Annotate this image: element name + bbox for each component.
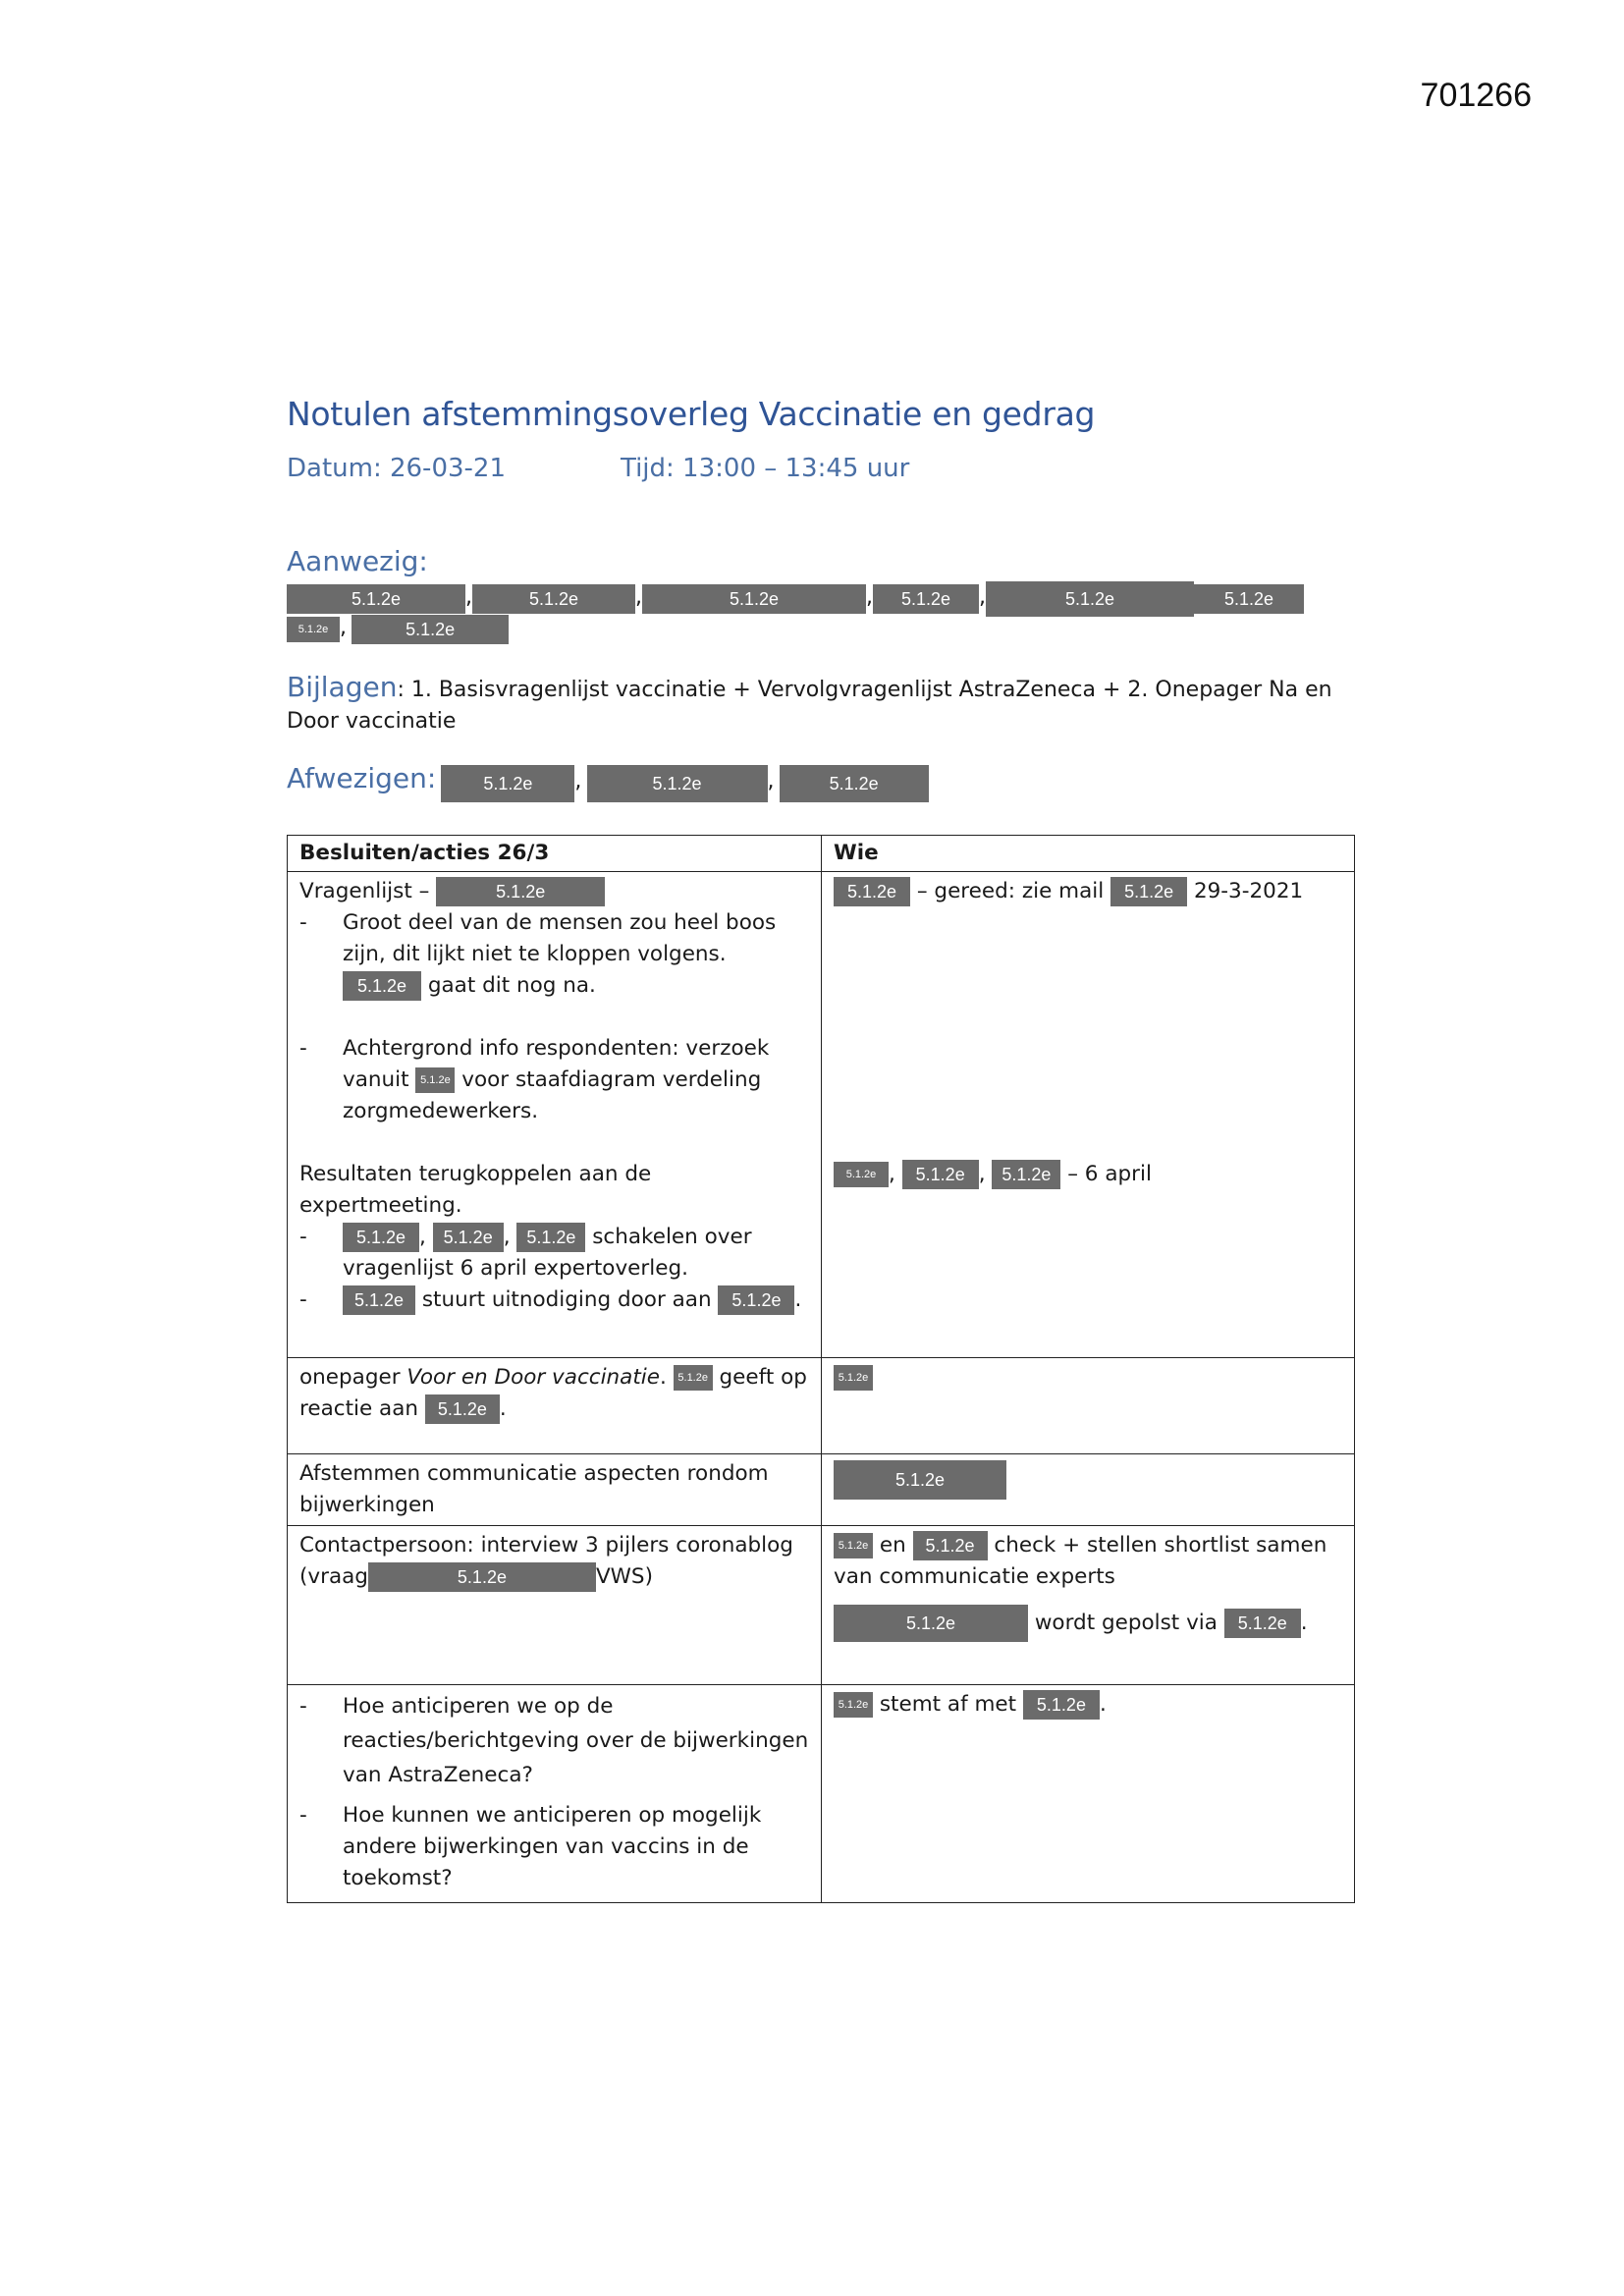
redaction: 5.1.2e [1224,1609,1301,1638]
redaction: 5.1.2e [834,877,910,906]
table-row [288,1685,1355,1903]
redaction: 5.1.2e [415,1067,455,1093]
redaction: 5.1.2e [873,584,979,614]
redaction: 5.1.2e [343,971,421,1001]
meeting-date: Datum: 26-03-21 [287,454,506,483]
redaction: 5.1.2e [433,1223,504,1252]
cell-who [822,1454,1355,1526]
present-label: Aanwezig: [287,545,428,577]
redaction: 5.1.2e [287,584,465,614]
cell-who [822,1358,1355,1454]
redaction: 5.1.2e [441,765,574,802]
attachments-label: Bijlagen [287,671,398,703]
page-title: Notulen afstemmingsoverleg Vaccinatie en gedrag [287,395,1096,433]
cell-decision: Afstemmen communicatie aspecten rondom bijwerkingen [288,1454,822,1526]
redaction: 5.1.2e [718,1285,794,1315]
redaction: 5.1.2e [343,1223,419,1252]
redaction: 5.1.2e [986,581,1194,617]
absent-list: Afwezigen: 5.1.2e , 5.1.2e , 5.1.2e [287,762,929,802]
cell-decision: onepager Voor en Door vaccinatie. 5.1.2e geeft op reactie aan 5.1.2e . [288,1358,822,1454]
col-header-decisions: Besluiten/acties 26/3 [288,836,822,872]
redaction: 5.1.2e [472,584,635,614]
col-header-who: Wie [822,836,1355,872]
redaction: 5.1.2e [1023,1690,1100,1720]
cell-decision: - Hoe anticiperen we op de reacties/berichtgeving over de bijwerkingen van AstraZeneca? - Hoe kunnen we anticiperen op mogelijk andere bijwerkingen van vaccins in de toekomst? [288,1685,822,1903]
redaction: 5.1.2e [834,1162,889,1187]
redaction: 5.1.2e [834,1365,873,1391]
table-row [288,872,1355,1358]
redaction: 5.1.2e [780,765,929,802]
present-list: 5.1.2e , 5.1.2e , 5.1.2e , 5.1.2e , 5.1.2e 5.1.2e [287,581,1367,617]
redaction: 5.1.2e [674,1365,713,1391]
decisions-table [287,835,1355,1903]
redaction: 5.1.2e [1110,877,1187,906]
redaction: 5.1.2e [587,765,768,802]
redaction: 5.1.2e [992,1160,1060,1189]
absent-label: Afwezigen [287,762,427,794]
redaction: 5.1.2e [436,877,605,906]
redaction: 5.1.2e [834,1692,873,1718]
redaction: 5.1.2e [642,584,866,614]
table-row [288,1526,1355,1685]
redaction: 5.1.2e [834,1460,1006,1500]
table-header-row [288,836,1355,872]
cell-who: 5.1.2e en 5.1.2e check + stellen shortlist samen van communicatie experts 5.1.2e wordt gepolst via 5.1.2e . [822,1526,1355,1685]
present-list-cont: 5.1.2e , 5.1.2e [287,615,509,644]
cell-decision: Vragenlijst – 5.1.2e - Groot deel van de mensen zou heel boos zijn, dit lijkt niet te kloppen volgens. 5.1.2e gaat dit nog na. - Achtergrond info respondenten: verzoek vanuit 5.1.2e voor staafdiagram verdeling zorgmedewerkers. Resultaten terugkoppelen aan de expertmeeting. - 5.1.2e , 5.1.2e , 5.1.2e schakelen over vragenlijst 6 april expertoverleg. - 5.1.2e stuurt uitnodiging door aan 5.1.2e . [288,872,822,1358]
attachments-text: : 1. Basisvragenlijst vaccinatie + Vervolgvragenlijst AstraZeneca + 2. Onepager Na en Door vaccinatie [287,678,1332,734]
redaction: 5.1.2e [834,1533,873,1558]
meeting-time: Tijd: 13:00 – 13:45 uur [621,454,910,483]
document-number: 701266 [1420,77,1532,114]
redaction: 5.1.2e [913,1531,988,1560]
table-row [288,1454,1355,1526]
redaction: 5.1.2e [902,1160,979,1189]
redaction: 5.1.2e [1194,584,1304,614]
redaction: 5.1.2e [352,615,509,644]
table-row [288,1358,1355,1454]
redaction: 5.1.2e [368,1562,596,1592]
redaction: 5.1.2e [425,1394,500,1424]
redaction: 5.1.2e [516,1223,585,1252]
attachments [287,672,1347,738]
redaction: 5.1.2e [834,1605,1028,1642]
cell-who: 5.1.2e – gereed: zie mail 5.1.2e 29-3-2021 5.1.2e , 5.1.2e , 5.1.2e – 6 april [822,872,1355,1358]
redaction: 5.1.2e [343,1285,415,1315]
cell-decision: Contactpersoon: interview 3 pijlers coronablog (vraag 5.1.2e VWS) [288,1526,822,1685]
redaction: 5.1.2e [287,617,340,642]
cell-who: 5.1.2e stemt af met 5.1.2e . [822,1685,1355,1903]
